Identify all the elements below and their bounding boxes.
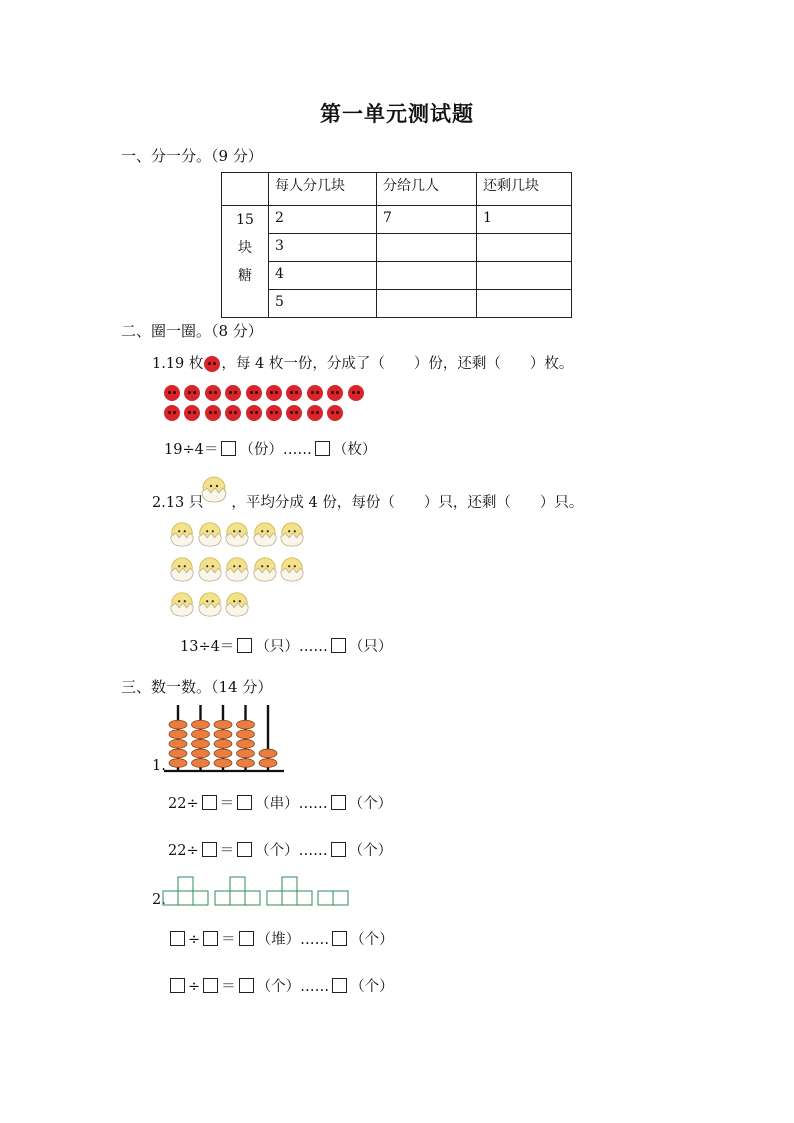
side-line: 15 [236, 212, 254, 228]
chick-icon [168, 555, 196, 583]
answer-cell[interactable] [377, 234, 477, 262]
equation-3-2a [170, 928, 394, 949]
chick-icon [223, 555, 251, 583]
bead [192, 749, 210, 758]
dots-row-2 [164, 402, 348, 421]
equation-unit: （份）…… [239, 442, 312, 458]
bead [192, 759, 210, 768]
bead [192, 730, 210, 739]
red-button-icon [205, 385, 221, 401]
answer-box[interactable] [170, 978, 185, 993]
red-button-icon [225, 405, 241, 421]
chick-icon [196, 555, 224, 583]
table-header: 还剩几块 [477, 173, 572, 206]
equation-text: ＝ [219, 843, 235, 859]
equation-unit: （串）…… [255, 796, 328, 812]
answer-box[interactable] [239, 931, 254, 946]
answer-box[interactable] [315, 441, 330, 456]
answer-box[interactable] [332, 931, 347, 946]
answer-cell[interactable] [377, 262, 477, 290]
bead [259, 749, 277, 758]
answer-box[interactable] [202, 795, 217, 810]
equation-3-1b [168, 839, 392, 860]
equation-unit: （个） [348, 796, 393, 812]
red-button-icon [286, 385, 302, 401]
answer-box[interactable] [331, 795, 346, 810]
red-button-icon [204, 356, 220, 372]
chick-icon [196, 520, 224, 548]
answer-box[interactable] [237, 638, 252, 653]
bead [192, 720, 210, 729]
equation-unit: （个） [350, 979, 394, 995]
chick-icon [278, 555, 306, 583]
bead [237, 759, 255, 768]
bead [169, 720, 187, 729]
answer-box[interactable] [203, 978, 218, 993]
side-line: 糖 [238, 268, 252, 284]
equation-3-2b [170, 975, 394, 996]
equation-unit: （个） [348, 843, 393, 859]
equation-text: ＝ [219, 796, 235, 812]
bead [169, 739, 187, 748]
candy-table [221, 172, 572, 318]
bead [237, 739, 255, 748]
side-line: 块 [238, 240, 252, 256]
answer-box[interactable] [237, 842, 252, 857]
equation-text: ÷ [188, 932, 201, 948]
question-3-1-label: 1. [152, 758, 166, 774]
answer-box[interactable] [203, 931, 218, 946]
chick-icon [168, 520, 196, 548]
table-header: 每人分几块 [269, 173, 377, 206]
answer-box[interactable] [331, 842, 346, 857]
answer-box[interactable] [331, 638, 346, 653]
red-button-icon [327, 385, 343, 401]
question-3-2-label: 2. [152, 892, 166, 908]
equation-unit: （堆）…… [256, 932, 330, 948]
answer-box[interactable] [332, 978, 347, 993]
equation-unit: （个）…… [255, 843, 328, 859]
equation-3-1a [168, 792, 392, 813]
red-button-icon [266, 385, 282, 401]
red-button-icon [246, 405, 262, 421]
red-button-icon [327, 405, 343, 421]
equation-unit: （只）…… [255, 639, 328, 655]
bead [237, 720, 255, 729]
bead [214, 739, 232, 748]
table-cell: 3 [269, 234, 377, 262]
bead-strings-illustration [162, 703, 286, 775]
equation-text: 22÷ [168, 796, 199, 812]
answer-cell[interactable] [477, 234, 572, 262]
chick-icon [278, 520, 306, 548]
answer-cell[interactable] [377, 290, 477, 318]
answer-cell[interactable] [477, 290, 572, 318]
bead [169, 759, 187, 768]
equation-unit: （只） [348, 639, 393, 655]
chick-icon [199, 474, 229, 504]
bead [259, 759, 277, 768]
bead [214, 759, 232, 768]
equation-text: 13÷4＝ [180, 639, 235, 655]
red-button-icon [307, 385, 323, 401]
bead [214, 749, 232, 758]
red-button-icon [246, 385, 262, 401]
answer-box[interactable] [221, 441, 236, 456]
bead [214, 720, 232, 729]
red-button-icon [225, 385, 241, 401]
question-text: 2.13 只 [152, 495, 204, 511]
equation-text: ＝ [221, 932, 236, 948]
table-cell: 2 [269, 206, 377, 234]
chick-icon [251, 555, 279, 583]
question-2-1 [152, 352, 573, 373]
dots-row-1 [164, 382, 368, 401]
red-button-icon [266, 405, 282, 421]
chick-icon [168, 590, 196, 618]
bead [237, 749, 255, 758]
answer-box[interactable] [237, 795, 252, 810]
bead [214, 730, 232, 739]
red-button-icon [307, 405, 323, 421]
chick-icon [223, 590, 251, 618]
equation-text: ÷ [188, 979, 201, 995]
red-button-icon [348, 385, 364, 401]
equation-text: 19÷4＝ [164, 442, 219, 458]
equation-unit: （个）…… [256, 979, 330, 995]
section2-heading: 二、圈一圈。（8 分） [121, 322, 263, 340]
red-button-icon [184, 385, 200, 401]
equation-text: 22÷ [168, 843, 199, 859]
equation-unit: （枚） [332, 442, 377, 458]
cube-stacks-illustration [162, 875, 352, 909]
equation-2-1 [164, 438, 376, 459]
section3-heading: 三、数一数。（14 分） [121, 678, 273, 696]
bead [237, 730, 255, 739]
equation-unit: （个） [350, 932, 394, 948]
question-text: ，平均分成 4 份，每份（ ）只，还剩（ ）只。 [231, 495, 584, 511]
equation-2-2 [180, 635, 392, 656]
chick-icon [223, 520, 251, 548]
bead [192, 739, 210, 748]
question-text: 1.19 枚 [152, 356, 204, 372]
red-button-icon [164, 405, 180, 421]
answer-box[interactable] [202, 842, 217, 857]
table-cell: 1 [477, 206, 572, 234]
chick-icon [196, 590, 224, 618]
red-button-icon [184, 405, 200, 421]
equation-text: ＝ [221, 979, 236, 995]
page-title: 第一单元测试题 [320, 101, 474, 126]
bead [169, 749, 187, 758]
bead [169, 730, 187, 739]
answer-cell[interactable] [477, 262, 572, 290]
table-cell: 7 [377, 206, 477, 234]
question-text: ，每 4 枚一份，分成了（ ）份，还剩（ ）枚。 [221, 356, 574, 372]
table-side-label [222, 206, 269, 318]
table-cell: 4 [269, 262, 377, 290]
red-button-icon [205, 405, 221, 421]
answer-box[interactable] [239, 978, 254, 993]
answer-box[interactable] [170, 931, 185, 946]
table-cell: 5 [269, 290, 377, 318]
table-corner [222, 173, 269, 206]
red-button-icon [286, 405, 302, 421]
section1-heading: 一、分一分。（9 分） [121, 147, 263, 165]
red-button-icon [164, 385, 180, 401]
chick-icon [251, 520, 279, 548]
table-header: 分给几人 [377, 173, 477, 206]
